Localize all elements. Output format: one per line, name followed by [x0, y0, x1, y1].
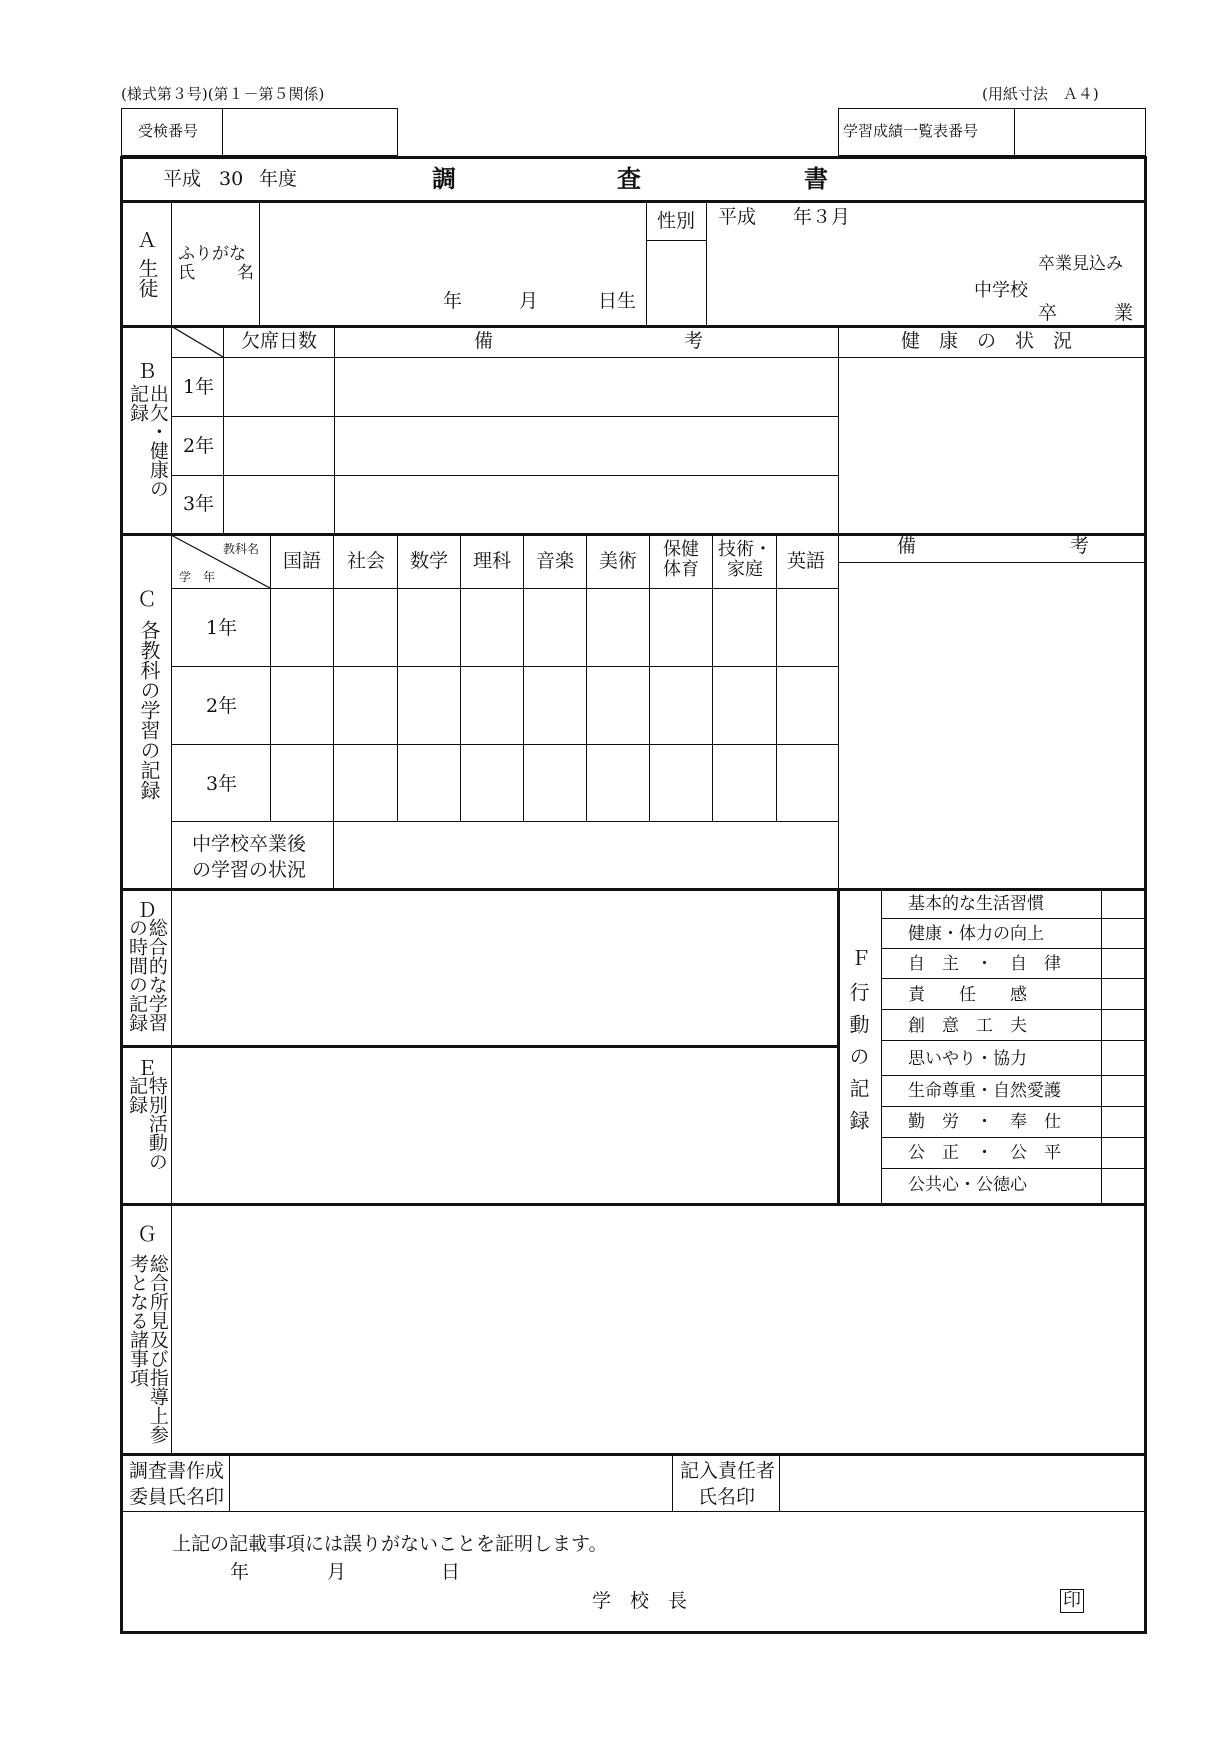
health-status-field[interactable] — [840, 359, 1145, 531]
attendance-remarks-char-1: 備 — [474, 330, 494, 352]
form-number: (様式第３号)(第１－第５関係) — [121, 85, 325, 103]
grades-year-3: 3年 — [206, 773, 238, 795]
title-char-3: 書 — [804, 164, 828, 193]
behavior-checkbox-10[interactable] — [1103, 1170, 1145, 1202]
after-graduation-label-1: 中学校卒業後 — [192, 833, 307, 855]
after-graduation-field[interactable] — [335, 823, 836, 887]
committee-label-2: 委員氏名印 — [129, 1486, 225, 1508]
absence-days-header: 欠席日数 — [241, 330, 318, 352]
section-d-label: 総合的な学習の時間の記録 — [125, 918, 168, 1032]
seal-icon: 印 — [1060, 1589, 1084, 1613]
behavior-item-4: 責 任 感 — [908, 985, 1027, 1005]
section-e-letter: Ｅ — [137, 1056, 157, 1080]
cert-day: 日 — [441, 1561, 461, 1583]
certification-text: 上記の記載事項には誤りがないことを証明します。 — [172, 1533, 608, 1555]
subject-japanese: 国語 — [283, 550, 322, 572]
behavior-item-7: 生命尊重・自然愛護 — [908, 1081, 1061, 1101]
title-char-2: 査 — [617, 164, 641, 193]
section-f-label: 行動の記録 — [846, 982, 870, 1142]
grade-list-number-label: 学習成績一覧表番号 — [843, 122, 979, 140]
subject-corner-label: 教科名 — [223, 542, 260, 556]
gender-field[interactable] — [648, 242, 704, 324]
subject-math: 数学 — [410, 550, 449, 572]
subject-english: 英語 — [787, 550, 826, 572]
health-status-header: 健 康 の 状 況 — [901, 330, 1073, 352]
principal-label: 学 校 長 — [592, 1590, 688, 1612]
behavior-checkbox-6[interactable] — [1103, 1042, 1145, 1074]
graduation-expected: 卒業見込み — [1038, 254, 1123, 274]
absence-days-year-3[interactable] — [225, 477, 332, 531]
subject-remarks-field[interactable] — [840, 564, 1145, 887]
student-name-field[interactable] — [262, 203, 642, 299]
name-label-2: 名 — [237, 263, 254, 283]
name-label-1: 氏 — [178, 263, 195, 283]
behavior-item-8: 勤 労 ・ 奉 仕 — [908, 1112, 1061, 1132]
special-activities-field[interactable] — [173, 1048, 836, 1202]
graduated-char-1: 卒 — [1038, 302, 1058, 324]
attendance-year-1: 1年 — [183, 376, 215, 398]
fiscal-year-suffix: 年度 — [259, 168, 298, 190]
paper-size: (用紙寸法 Ａ４) — [982, 85, 1099, 103]
after-graduation-label-2: の学習の状況 — [192, 859, 307, 881]
section-d-letter: Ｄ — [137, 898, 157, 922]
general-remarks-field[interactable] — [173, 1206, 1145, 1452]
committee-signature-field[interactable] — [231, 1455, 670, 1509]
responsible-signature-field[interactable] — [781, 1455, 1145, 1509]
section-c-letter: Ｃ — [137, 587, 157, 611]
exam-number-field[interactable] — [224, 110, 396, 154]
section-a-letter: Ａ — [137, 228, 157, 252]
behavior-item-3: 自 主 ・ 自 律 — [908, 954, 1061, 974]
gender-label: 性別 — [657, 210, 696, 232]
fiscal-year: 30 — [219, 168, 244, 190]
section-a-label: 生徒 — [135, 258, 159, 298]
behavior-item-6: 思いやり・協力 — [908, 1049, 1027, 1069]
grades-year-1: 1年 — [206, 617, 238, 639]
subject-science: 理科 — [473, 550, 512, 572]
committee-label-1: 調査書作成 — [129, 1460, 225, 1482]
absence-days-year-2[interactable] — [225, 418, 332, 473]
section-c-label: 各教科の学習の記録 — [137, 620, 161, 800]
graduated-char-2: 業 — [1114, 302, 1134, 324]
subject-remarks-char-2: 考 — [1070, 535, 1090, 557]
behavior-item-5: 創 意 工 夫 — [908, 1016, 1027, 1036]
section-b-corner-diagonal — [171, 326, 223, 357]
behavior-item-2: 健康・体力の向上 — [908, 924, 1044, 944]
responsible-label-1: 記入責任者 — [680, 1460, 776, 1482]
behavior-checkbox-3[interactable] — [1103, 950, 1145, 977]
section-b-letter: Ｂ — [137, 359, 157, 383]
section-g-label: 総合所見及び指導上参考となる諸事項 — [126, 1254, 169, 1444]
behavior-checkbox-9[interactable] — [1103, 1139, 1145, 1167]
school-suffix: 中学校 — [974, 280, 1028, 301]
title-char-1: 調 — [432, 164, 456, 193]
subject-art: 美術 — [599, 550, 638, 572]
birth-year: 年 — [443, 290, 463, 312]
graduation-month: 年３月 — [793, 206, 851, 228]
attendance-remarks-char-2: 考 — [684, 330, 704, 352]
behavior-item-9: 公 正 ・ 公 平 — [908, 1143, 1061, 1163]
subject-remarks-char-1: 備 — [897, 535, 917, 557]
subject-health-pe: 保健体育 — [663, 539, 699, 580]
behavior-checkbox-2[interactable] — [1103, 920, 1145, 947]
behavior-checkbox-4[interactable] — [1103, 980, 1145, 1008]
grade-list-number-field[interactable] — [1016, 110, 1144, 154]
behavior-checkbox-5[interactable] — [1103, 1011, 1145, 1039]
behavior-item-1: 基本的な生活習慣 — [908, 894, 1044, 914]
behavior-checkbox-7[interactable] — [1103, 1077, 1145, 1105]
subject-social: 社会 — [347, 550, 386, 572]
integrated-study-field[interactable] — [173, 891, 836, 1043]
absence-days-year-1[interactable] — [225, 359, 332, 414]
birth-day: 日生 — [598, 290, 637, 312]
behavior-checkbox-1[interactable] — [1103, 890, 1145, 917]
section-f-letter: Ｆ — [851, 946, 871, 970]
behavior-checkbox-8[interactable] — [1103, 1108, 1145, 1136]
graduation-era: 平成 — [718, 206, 757, 228]
section-g-letter: Ｇ — [137, 1222, 157, 1246]
attendance-year-3: 3年 — [183, 493, 215, 515]
grade-corner-label: 学 年 — [179, 570, 216, 584]
furigana-label: ふりがな — [178, 244, 246, 264]
subject-music: 音楽 — [536, 550, 575, 572]
attendance-year-2: 2年 — [183, 435, 215, 457]
behavior-item-10: 公共心・公徳心 — [908, 1175, 1027, 1195]
birth-month: 月 — [519, 290, 539, 312]
subject-tech-home: 技術・家庭 — [718, 539, 772, 580]
section-b-label: 出欠・健康の記録 — [126, 384, 169, 498]
cert-year: 年 — [230, 1561, 250, 1583]
cert-month: 月 — [327, 1561, 347, 1583]
responsible-label-2: 氏名印 — [698, 1486, 756, 1508]
grades-year-2: 2年 — [206, 695, 238, 717]
section-e-label: 特別活動の記録 — [125, 1076, 168, 1171]
era-label: 平成 — [163, 168, 202, 190]
exam-number-label: 受検番号 — [138, 122, 199, 140]
